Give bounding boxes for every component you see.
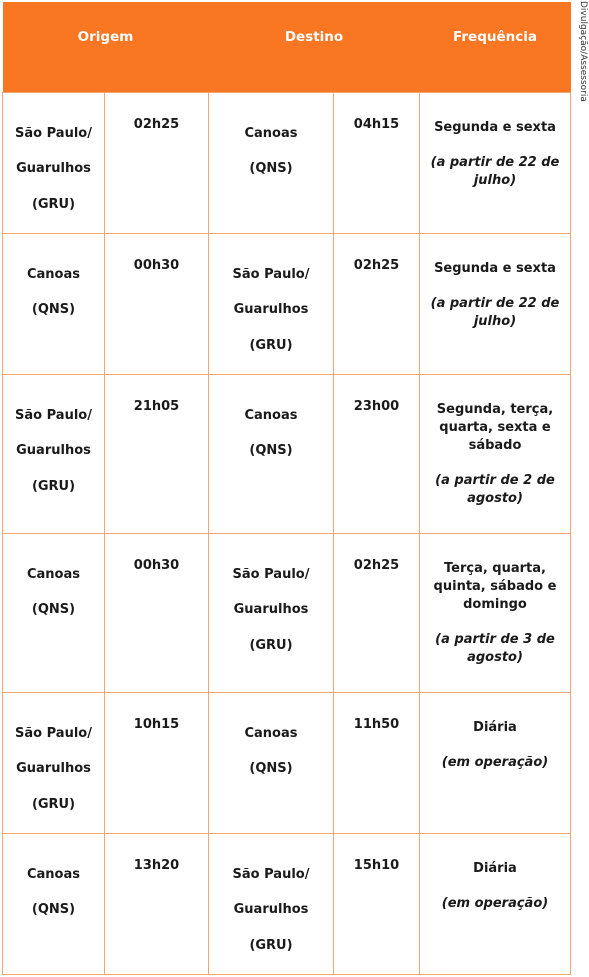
origin-line: São Paulo/ — [15, 407, 92, 423]
destination-line: São Paulo/ — [232, 266, 310, 282]
destination-line: Guarulhos — [233, 602, 309, 617]
destination-line: Guarulhos — [233, 302, 309, 317]
origin-line: Canoas — [26, 866, 80, 882]
destination-cell — [209, 233, 334, 374]
departure-time: 13h20 — [105, 833, 209, 974]
destination-line: Canoas — [244, 407, 298, 423]
destination-line: (QNS) — [249, 161, 293, 176]
origin-cell — [3, 92, 105, 233]
arrival-time: 23h00 — [334, 374, 420, 533]
table-row — [3, 374, 571, 533]
origin-line: São Paulo/ — [15, 125, 92, 141]
table-row — [3, 92, 571, 233]
destination-cell — [209, 833, 334, 974]
frequency-cell — [420, 233, 571, 374]
origin-cell — [3, 533, 105, 692]
destination-line: (GRU) — [249, 937, 293, 953]
origin-line: (QNS) — [31, 602, 76, 617]
departure-time: 21h05 — [105, 374, 209, 533]
table-row — [3, 233, 571, 374]
origin-line: (GRU) — [31, 478, 76, 494]
destination-line: (GRU) — [249, 337, 293, 353]
origin-line: Canoas — [26, 566, 80, 582]
frequency-days: Segunda e sexta — [434, 260, 556, 276]
destination-line: São Paulo/ — [232, 866, 310, 882]
destination-line: Guarulhos — [233, 902, 309, 917]
origin-line: (QNS) — [31, 302, 76, 317]
header-row — [3, 2, 571, 92]
destination-cell — [209, 374, 334, 533]
origin-line: (GRU) — [31, 196, 76, 212]
destination-line: Canoas — [244, 725, 298, 741]
header-frequencia: Frequência — [453, 29, 537, 45]
origin-cell — [3, 833, 105, 974]
destination-cell — [209, 533, 334, 692]
departure-time: 00h30 — [105, 533, 209, 692]
header-destino: Destino — [284, 29, 344, 45]
flight-schedule-table — [2, 2, 571, 975]
table-row — [3, 692, 571, 833]
destination-line: São Paulo/ — [232, 566, 310, 582]
destination-line: (QNS) — [249, 761, 293, 776]
origin-line: São Paulo/ — [15, 725, 92, 741]
departure-time: 00h30 — [105, 233, 209, 374]
frequency-note: (a partir de 2 de agosto) — [435, 472, 555, 506]
origin-line: (QNS) — [31, 902, 76, 917]
frequency-days: Diária — [473, 719, 517, 735]
origin-cell — [3, 374, 105, 533]
table-header — [3, 2, 571, 92]
origin-cell — [3, 233, 105, 374]
photo-credit-text: Divulgação/Assessoria — [578, 1, 588, 102]
origin-line: Canoas — [26, 266, 80, 282]
frequency-cell — [420, 533, 571, 692]
origin-line: Guarulhos — [16, 761, 91, 776]
arrival-time: 11h50 — [334, 692, 420, 833]
frequency-cell — [420, 92, 571, 233]
frequency-days: Diária — [473, 860, 517, 876]
arrival-time: 15h10 — [334, 833, 420, 974]
table-row — [3, 833, 571, 974]
origin-line: Guarulhos — [16, 161, 91, 176]
frequency-cell — [420, 692, 571, 833]
destination-cell — [209, 692, 334, 833]
frequency-note: (em operação) — [441, 895, 549, 911]
photo-credit — [576, 1, 588, 111]
table-row — [3, 533, 571, 692]
destination-line: (GRU) — [249, 637, 293, 653]
destination-line: Canoas — [244, 125, 298, 141]
arrival-time: 04h15 — [334, 92, 420, 233]
destination-cell — [209, 92, 334, 233]
frequency-note: (a partir de 22 de julho) — [430, 295, 560, 329]
frequency-cell — [420, 833, 571, 974]
departure-time: 02h25 — [105, 92, 209, 233]
destination-line: (QNS) — [249, 443, 293, 458]
frequency-note: (a partir de 3 de agosto) — [435, 631, 555, 665]
arrival-time: 02h25 — [334, 233, 420, 374]
frequency-days: Terça, quarta, quinta, sábado e domingo — [433, 560, 557, 612]
header-origem: Origem — [77, 29, 134, 45]
frequency-days: Segunda e sexta — [434, 119, 556, 135]
frequency-note: (a partir de 22 de julho) — [430, 154, 560, 188]
origin-line: Guarulhos — [16, 443, 91, 458]
frequency-cell — [420, 374, 571, 533]
origin-cell — [3, 692, 105, 833]
arrival-time: 02h25 — [334, 533, 420, 692]
frequency-note: (em operação) — [441, 754, 549, 770]
frequency-days: Segunda, terça, quarta, sexta e sábado — [436, 401, 554, 453]
departure-time: 10h15 — [105, 692, 209, 833]
origin-line: (GRU) — [31, 796, 76, 812]
